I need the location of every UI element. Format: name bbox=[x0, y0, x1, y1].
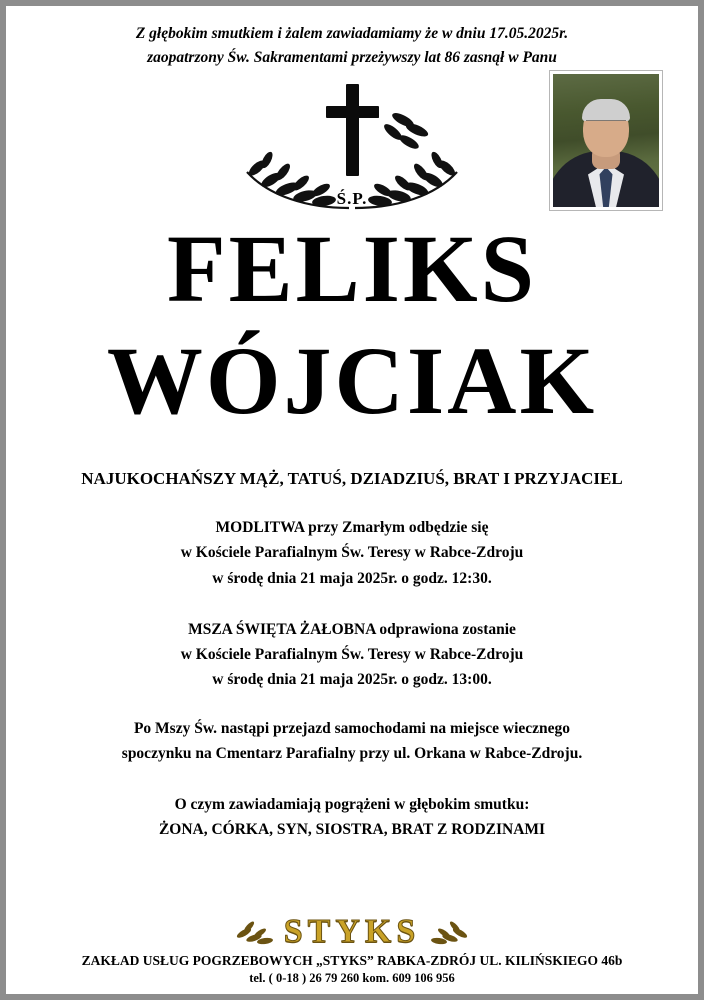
last-name: WÓJCIAK bbox=[106, 327, 598, 435]
sp-label: Ś.P. bbox=[336, 189, 368, 209]
prayer-line-3: w środę dnia 21 maja 2025r. o godz. 12:30. bbox=[212, 569, 492, 587]
footer bbox=[6, 913, 698, 986]
prayer-line-2: w Kościele Parafialnym Św. Teresy w Rabce-Zdroju bbox=[180, 544, 524, 562]
mass-line-2: w Kościele Parafialnym Św. Teresy w Rabce-Zdroju bbox=[180, 645, 524, 663]
procession-line-1: Po Mszy Św. nastąpi przejazd samochodami na miejsce wiecznego bbox=[133, 720, 571, 737]
intro-line-1: Z głębokim smutkiem i żalem zawiadamiamy że w dniu 17.05.2025r. bbox=[135, 25, 569, 42]
intro-line-2: zaopatrzony Św. Sakramentami przeżywszy lat 86 zasnął w Panu bbox=[147, 49, 557, 67]
mass-line-3: w środę dnia 21 maja 2025r. o godz. 13:00. bbox=[212, 670, 492, 688]
family-block bbox=[6, 792, 698, 842]
intro-text bbox=[6, 6, 698, 70]
styks-logo bbox=[6, 913, 698, 951]
phone-line: tel. ( 0-18 ) 26 79 260 kom. 609 106 956 bbox=[249, 971, 455, 985]
styks-logo-text: STYKS bbox=[283, 913, 421, 950]
mass-block bbox=[6, 617, 698, 692]
family-line-2: ŻONA, CÓRKA, SYN, SIOSTRA, BRAT Z RODZINAMI bbox=[158, 821, 546, 839]
company-line: ZAKŁAD USŁUG POGRZEBOWYCH „STYKS” RABKA-ZDRÓJ UL. KILIŃSKIEGO 46b bbox=[81, 953, 623, 968]
laurel-right-icon bbox=[424, 917, 470, 947]
roles-line: NAJUKOCHAŃSZY MĄŻ, TATUŚ, DZIADZIUŚ, BRAT I PRZYJACIEL bbox=[81, 469, 623, 489]
portrait-image bbox=[553, 74, 659, 207]
obituary-card bbox=[6, 6, 698, 994]
portrait-photo bbox=[550, 71, 662, 210]
procession-block bbox=[6, 716, 698, 766]
emblem-and-photo-row bbox=[6, 76, 698, 231]
prayer-line-1: MODLITWA przy Zmarłym odbędzie się bbox=[215, 519, 489, 537]
prayer-block bbox=[6, 515, 698, 590]
family-line-1: O czym zawiadamiają pogrążeni w głębokim smutku: bbox=[174, 796, 530, 814]
mass-line-1: MSZA ŚWIĘTA ŻAŁOBNA odprawiona zostanie bbox=[188, 620, 516, 638]
first-name: FELIKS bbox=[166, 215, 538, 323]
laurel-left-icon bbox=[234, 917, 280, 947]
procession-line-2: spoczynku na Cmentarz Parafialny przy ul. Orkana w Rabce-Zdroju. bbox=[121, 745, 583, 763]
deceased-name bbox=[6, 215, 698, 435]
